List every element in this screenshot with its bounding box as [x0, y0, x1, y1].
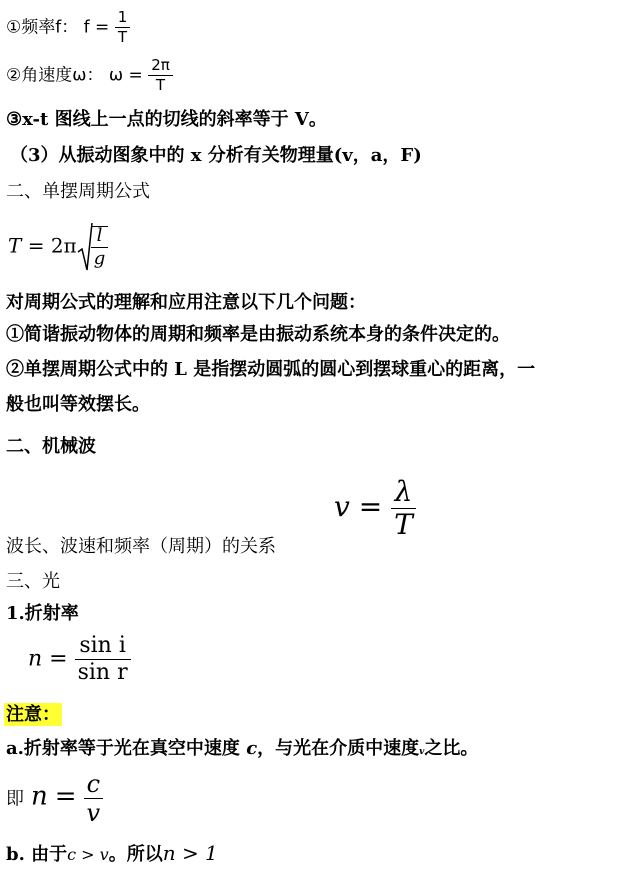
- speed-fraction: [84, 772, 104, 825]
- omega-var: ω: [108, 65, 124, 86]
- speed-condition: c > v: [67, 845, 109, 864]
- wavelength-var: λ: [394, 475, 413, 508]
- period-var: T: [394, 508, 413, 541]
- sine-incidence: sin i: [79, 633, 126, 658]
- refractive-index-var: n: [31, 781, 48, 812]
- wave-fraction: [391, 475, 416, 541]
- vibration-graph-analysis: （3）从振动图象中的 x 分析有关物理量(v，a，F): [10, 145, 422, 166]
- numerator-c: c: [86, 770, 101, 798]
- note-one: ①简谐振动物体的周期和频率是由振动系统本身的条件决定的。: [6, 324, 510, 345]
- note-heading: [4, 706, 62, 724]
- sine-refraction: sin r: [77, 660, 128, 685]
- conclusion-part-1: b. 由于: [6, 844, 68, 865]
- sqrt-fraction: [91, 226, 109, 268]
- wave-speed-formula: [334, 475, 416, 541]
- light-speed-medium-var: v: [419, 747, 425, 757]
- angular-velocity-label: ②角速度ω：: [6, 65, 104, 86]
- wave-relationship-text: 波长、波速和频率（周期）的关系: [6, 536, 276, 557]
- length-var: l: [96, 225, 103, 246]
- light-speed-vacuum-var: c: [246, 738, 258, 759]
- equals-sign: =: [54, 781, 77, 812]
- pendulum-period-formula: [8, 222, 108, 272]
- period-var: T: [8, 233, 22, 258]
- frequency-formula: [6, 10, 130, 45]
- two-pi: 2π: [50, 233, 77, 258]
- velocity-var: v: [334, 490, 350, 523]
- section-heading-pendulum: 二、单摆周期公式: [6, 181, 150, 202]
- section-heading-mechanical-wave: 二、机械波: [6, 436, 96, 457]
- fraction-denominator: T: [117, 28, 128, 46]
- note-two-line1: ②单摆周期公式中的 L 是指摆动圆弧的圆心到摆球重心的距离，一: [6, 359, 536, 380]
- formula-prefix: 即: [6, 788, 24, 810]
- frequency-var: f: [83, 17, 90, 38]
- refractive-index-formula: [28, 635, 131, 684]
- equals-sign: =: [95, 17, 110, 38]
- frequency-label: ①频率f：: [6, 17, 79, 38]
- frequency-fraction: [115, 10, 131, 45]
- notes-intro: 对周期公式的理解和应用注意以下几个问题：: [6, 292, 366, 313]
- refractive-index-heading: 1.折射率: [6, 603, 79, 624]
- definition-part-1: a.折射率等于光在真空中速度: [6, 738, 247, 759]
- sine-fraction: [75, 635, 131, 684]
- conclusion-part-2: 。所以: [108, 844, 163, 865]
- note-two-line2: 般也叫等效摆长。: [6, 394, 150, 415]
- section-heading-light: 三、光: [6, 571, 60, 592]
- fraction-denominator: T: [155, 76, 166, 94]
- fraction-numerator: 2π: [151, 56, 170, 74]
- slope-statement: ③x-t 图线上一点的切线的斜率等于 V。: [6, 109, 327, 130]
- refractive-index-var: n: [28, 646, 43, 672]
- index-result: n > 1: [162, 841, 218, 865]
- refractive-index-speed-formula: [6, 772, 103, 825]
- definition-part-3: 之比。: [424, 738, 479, 759]
- highlighted-note-label: 注意：: [6, 704, 60, 725]
- denominator-v: v: [86, 799, 101, 827]
- gravity-var: g: [93, 248, 106, 269]
- fraction-numerator: 1: [117, 8, 128, 26]
- refractive-index-definition: [6, 740, 478, 758]
- angular-velocity-formula: [6, 58, 173, 93]
- angular-velocity-fraction: [148, 58, 173, 93]
- equals-sign: =: [128, 65, 143, 86]
- conclusion-line: [6, 843, 218, 864]
- equals-sign: =: [358, 490, 383, 523]
- definition-part-2: ，与光在介质中速度: [257, 738, 420, 759]
- equals-sign: =: [49, 646, 68, 672]
- equals-sign: =: [27, 233, 45, 258]
